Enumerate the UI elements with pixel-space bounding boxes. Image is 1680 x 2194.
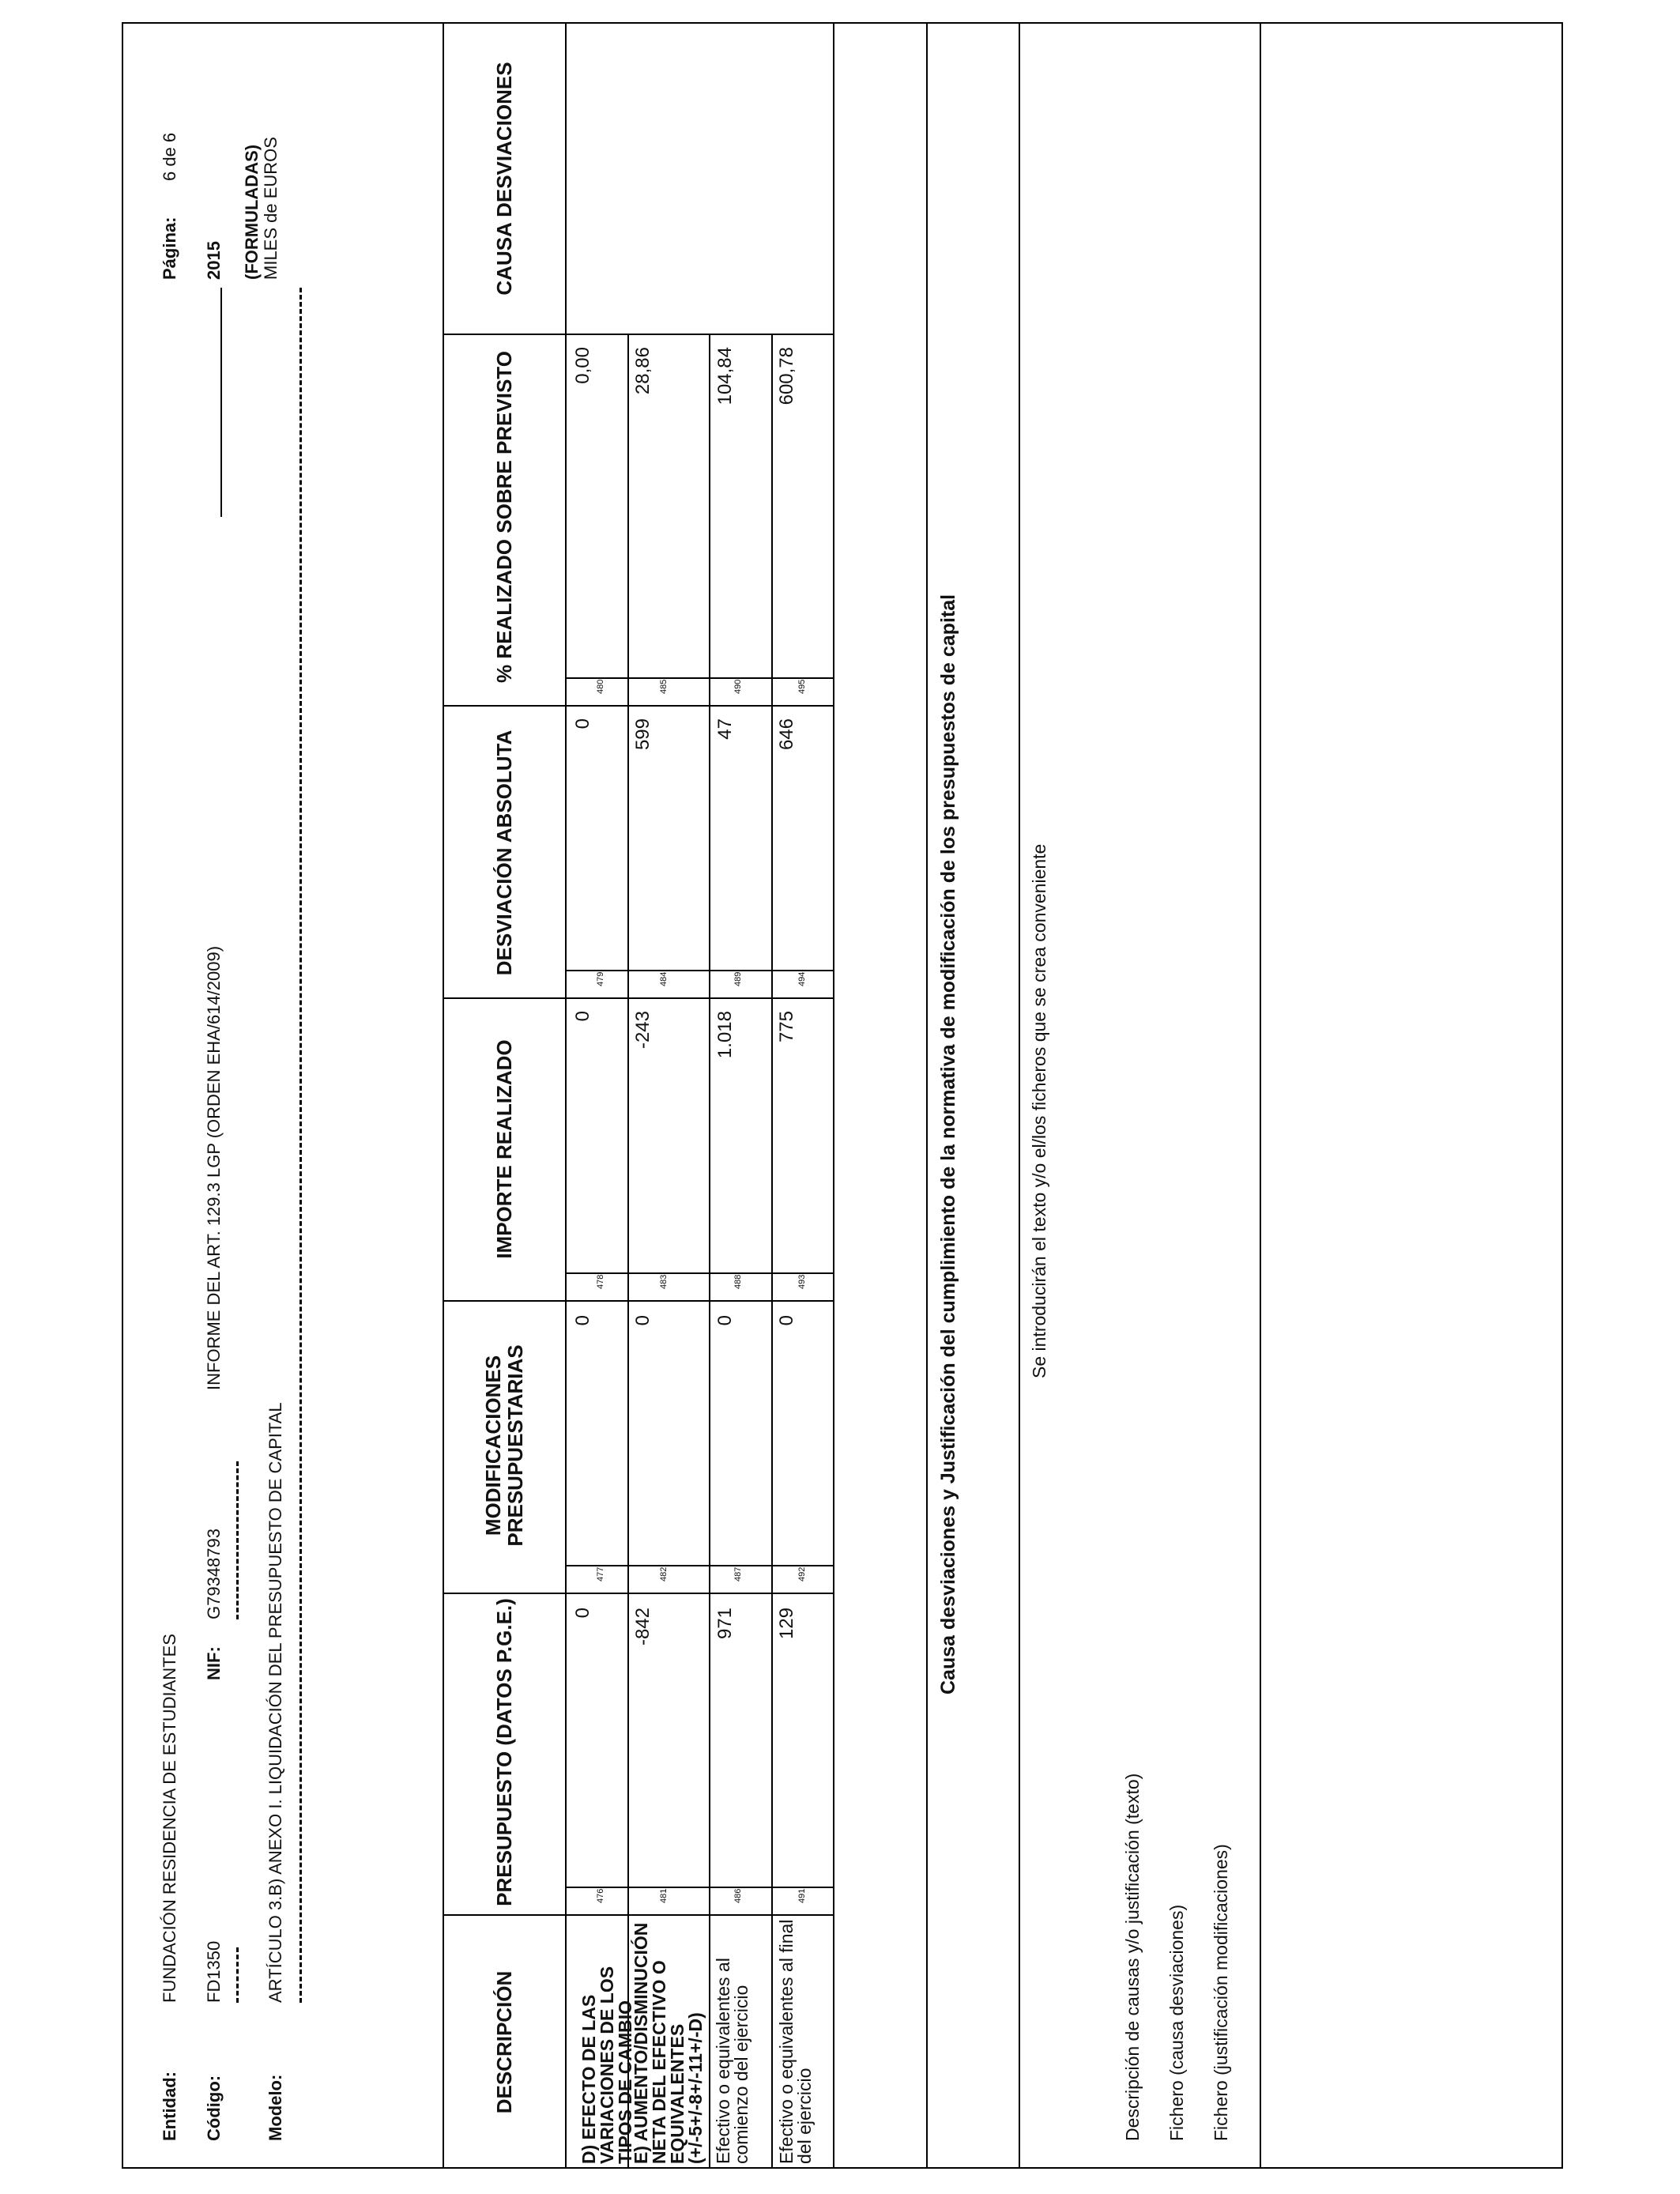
row-value: 47: [714, 718, 736, 740]
row-desc: E) AUMENTO/DISMINUCIÓN NETA DEL EFECTIVO O EQUIVALENTES (+/-5+/-8+/-11+/-D): [631, 1922, 706, 2164]
row-code: 479: [596, 971, 605, 986]
row-code: 491: [797, 1888, 807, 1903]
row-code: 485: [659, 679, 669, 694]
row-code: 483: [659, 1274, 669, 1289]
header-causa: CAUSA DESVIACIONES: [492, 62, 516, 296]
causa-title: Causa desviaciones y Justificación del cumplimiento de la normativa de modificación de los presupuestos de capital: [937, 594, 959, 1695]
codigo-value: FD1350: [204, 1940, 224, 2003]
pagina-value: 6 de 6: [160, 132, 179, 181]
header-presupuesto: PRESUPUESTO (DATOS P.G.E.): [492, 1598, 516, 1906]
row-pct: 0,00: [572, 347, 593, 384]
row-value: 775: [776, 1011, 797, 1043]
nif-value: G79348793: [204, 1529, 224, 1619]
row-pct: 600,78: [776, 347, 797, 405]
dashed-rule: [236, 1461, 239, 1619]
row-code: 482: [659, 1566, 669, 1581]
row-value: 0: [632, 1315, 654, 1326]
row-code: 490: [733, 679, 743, 694]
row-code: 493: [797, 1274, 807, 1289]
row-code: 487: [733, 1566, 743, 1581]
dashed-rule: [299, 288, 302, 2003]
row-value: 971: [714, 1608, 736, 1640]
row-value: -842: [632, 1608, 654, 1646]
table-rule: [833, 22, 834, 2169]
modelo-value: ARTÍCULO 3.B) ANEXO I. LIQUIDACIÓN DEL PRESUPUESTO DE CAPITAL: [266, 1402, 285, 2003]
row-value: 0: [776, 1315, 797, 1326]
section-rule: [1260, 22, 1261, 2169]
header-porcentaje: % REALIZADO SOBRE PREVISTO: [492, 351, 516, 683]
header-desviacion: DESVIACIÓN ABSOLUTA: [492, 729, 516, 976]
row-code: 484: [659, 971, 669, 986]
row-value: 599: [632, 718, 654, 751]
row-code: 478: [596, 1274, 605, 1289]
row-desc: Efectivo o equivalentes al comienzo del ejercicio: [713, 1958, 751, 2164]
row-code: 480: [596, 679, 605, 694]
year: 2015: [204, 241, 224, 280]
row-code: 492: [797, 1566, 807, 1581]
table-rule: [443, 1300, 833, 1302]
causa-note: Se introducirán el texto y/o el/los ficheros que se crea conveniente: [1029, 843, 1049, 1378]
row-code: 494: [797, 971, 807, 986]
row-code: 476: [596, 1888, 605, 1903]
row-value: 0: [572, 1011, 593, 1022]
row-value: 0: [572, 1608, 593, 1619]
table-rule: [771, 335, 773, 2169]
table-rule: [565, 22, 567, 2169]
row-value: -243: [632, 1011, 654, 1050]
causa-item-texto: Descripción de causas y/o justificación (texto): [1122, 1773, 1143, 2141]
row-code: 486: [733, 1888, 743, 1903]
entidad-label: Entidad:: [160, 2071, 179, 2141]
unidad: MILES de EUROS: [261, 137, 281, 280]
table-rule: [709, 335, 710, 2169]
header-descripcion: DESCRIPCIÓN: [492, 1970, 516, 2114]
causa-item-fichero-modificaciones: Fichero (justificación modificaciones): [1211, 1844, 1231, 2141]
header-modificaciones: MODIFICACIONES PRESUPUESTARIAS: [480, 1344, 527, 1547]
section-rule: [926, 22, 928, 2169]
dashed-rule: [236, 1947, 239, 2003]
row-value: 646: [776, 718, 797, 751]
row-value: 129: [776, 1608, 797, 1640]
row-code: 489: [733, 971, 743, 986]
formuladas: (FORMULADAS): [242, 144, 262, 280]
row-desc: Efectivo o equivalentes al final del ejercicio: [776, 1919, 815, 2164]
codigo-label: Código:: [204, 2075, 224, 2141]
row-value: 0: [572, 718, 593, 729]
row-desc: D) EFECTO DE LAS VARIACIONES DE LOS TIPOS DE CAMBIO: [578, 1966, 635, 2164]
table-rule: [627, 335, 629, 2169]
causa-item-fichero-desviaciones: Fichero (causa desviaciones): [1166, 1904, 1187, 2141]
row-pct: 28,86: [632, 347, 654, 395]
row-value: 0: [714, 1315, 736, 1326]
row-pct: 104,84: [714, 347, 736, 405]
informe-title: INFORME DEL ART. 129.3 LGP (ORDEN EHA/614/2009): [204, 945, 224, 1390]
row-value: 0: [572, 1315, 593, 1326]
row-code: 481: [659, 1888, 669, 1903]
row-value: 1.018: [714, 1011, 736, 1059]
rotated-content: [122, 22, 1563, 2169]
row-code: 488: [733, 1274, 743, 1289]
pagina-label: Página:: [160, 217, 179, 280]
header-importe: IMPORTE REALIZADO: [492, 1039, 516, 1259]
row-code: 495: [797, 679, 807, 694]
entidad-value: FUNDACIÓN RESIDENCIA DE ESTUDIANTES: [160, 1634, 179, 2003]
row-code: 477: [596, 1566, 605, 1581]
top-rule: [220, 288, 222, 517]
section-rule: [1019, 22, 1020, 2169]
modelo-label: Modelo:: [266, 2074, 285, 2141]
nif-label: NIF:: [204, 1646, 224, 1680]
